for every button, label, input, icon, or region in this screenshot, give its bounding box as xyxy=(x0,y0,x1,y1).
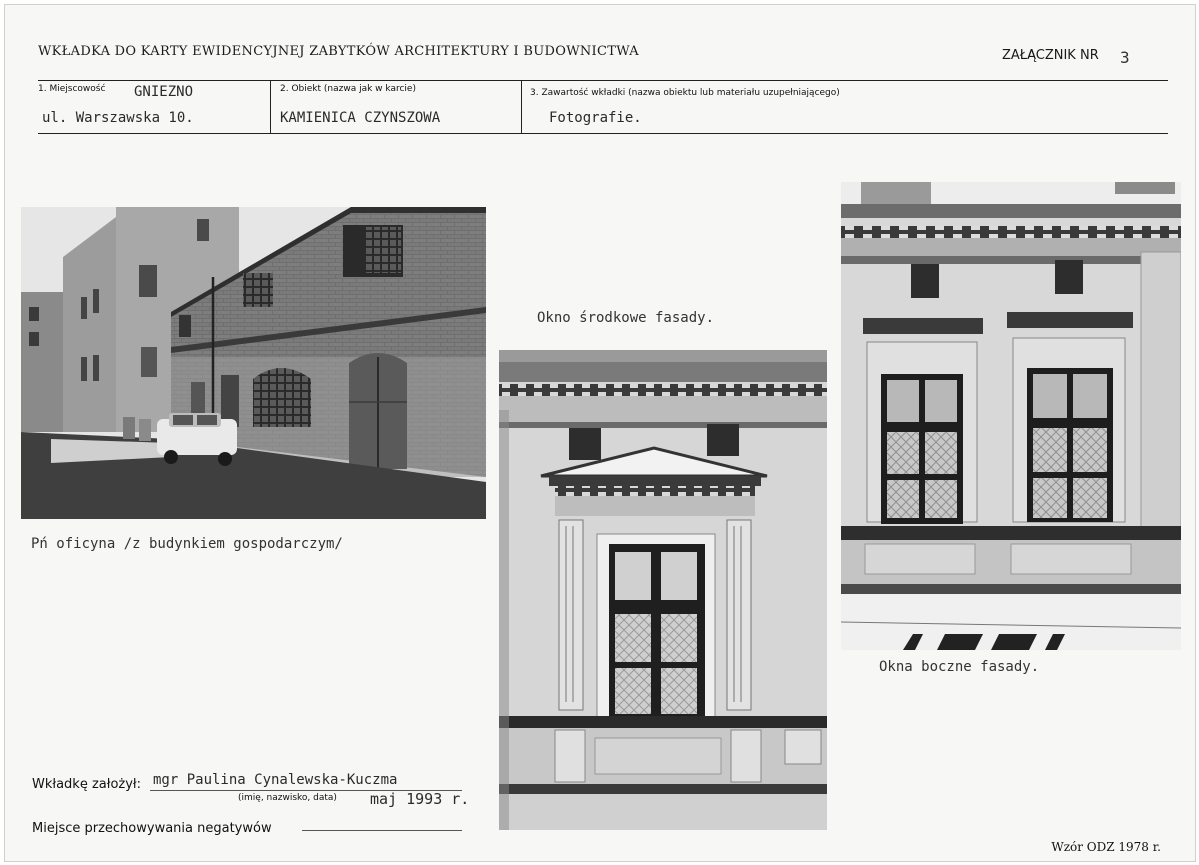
negatives-line xyxy=(302,830,462,831)
author-value: mgr Paulina Cynalewska-Kuczma xyxy=(153,772,398,788)
photo-central-window xyxy=(499,350,827,830)
side-windows-photo-image xyxy=(841,182,1181,650)
place-value: GNIEZNO xyxy=(134,84,194,100)
annex-number: 3 xyxy=(1120,48,1130,67)
annex-label: ZAŁĄCZNIK NR xyxy=(1002,48,1099,63)
caption-side-windows: Okna boczne fasady. xyxy=(879,659,1040,675)
form-code: Wzór ODZ 1978 r. xyxy=(1051,840,1161,854)
place-label: 1. Miejscowość xyxy=(38,84,106,94)
content-value: Fotografie. xyxy=(549,110,642,126)
caption-courtyard: Pń oficyna /z budynkiem gospodarczym/ xyxy=(31,536,343,552)
author-label: Wkładkę założył: xyxy=(32,777,141,792)
courtyard-photo-image xyxy=(21,207,486,519)
form-divider-2 xyxy=(521,80,522,133)
content-label: 3. Zawartość wkładki (nazwa obiektu lub materiału uzupełniającego) xyxy=(530,88,840,98)
photo-courtyard xyxy=(21,207,486,519)
date-value: maj 1993 r. xyxy=(370,790,470,808)
photo-side-windows xyxy=(841,182,1181,650)
street-value: ul. Warszawska 10. xyxy=(42,110,194,126)
sheet-title: WKŁADKA DO KARTY EWIDENCYJNEJ ZABYTKÓW ARCHITEKTURY I BUDOWNICTWA xyxy=(38,44,639,59)
form-bottom-rule xyxy=(38,133,1168,134)
central-window-photo-image xyxy=(499,350,827,830)
object-value: KAMIENICA CZYNSZOWA xyxy=(280,110,441,126)
form-divider-1 xyxy=(270,80,271,133)
caption-central-window: Okno środkowe fasady. xyxy=(537,310,715,326)
object-label: 2. Obiekt (nazwa jak w karcie) xyxy=(280,84,416,94)
author-hint: (imię, nazwisko, data) xyxy=(238,793,337,803)
negatives-label: Miejsce przechowywania negatywów xyxy=(32,821,272,836)
form-top-rule xyxy=(38,80,1168,81)
